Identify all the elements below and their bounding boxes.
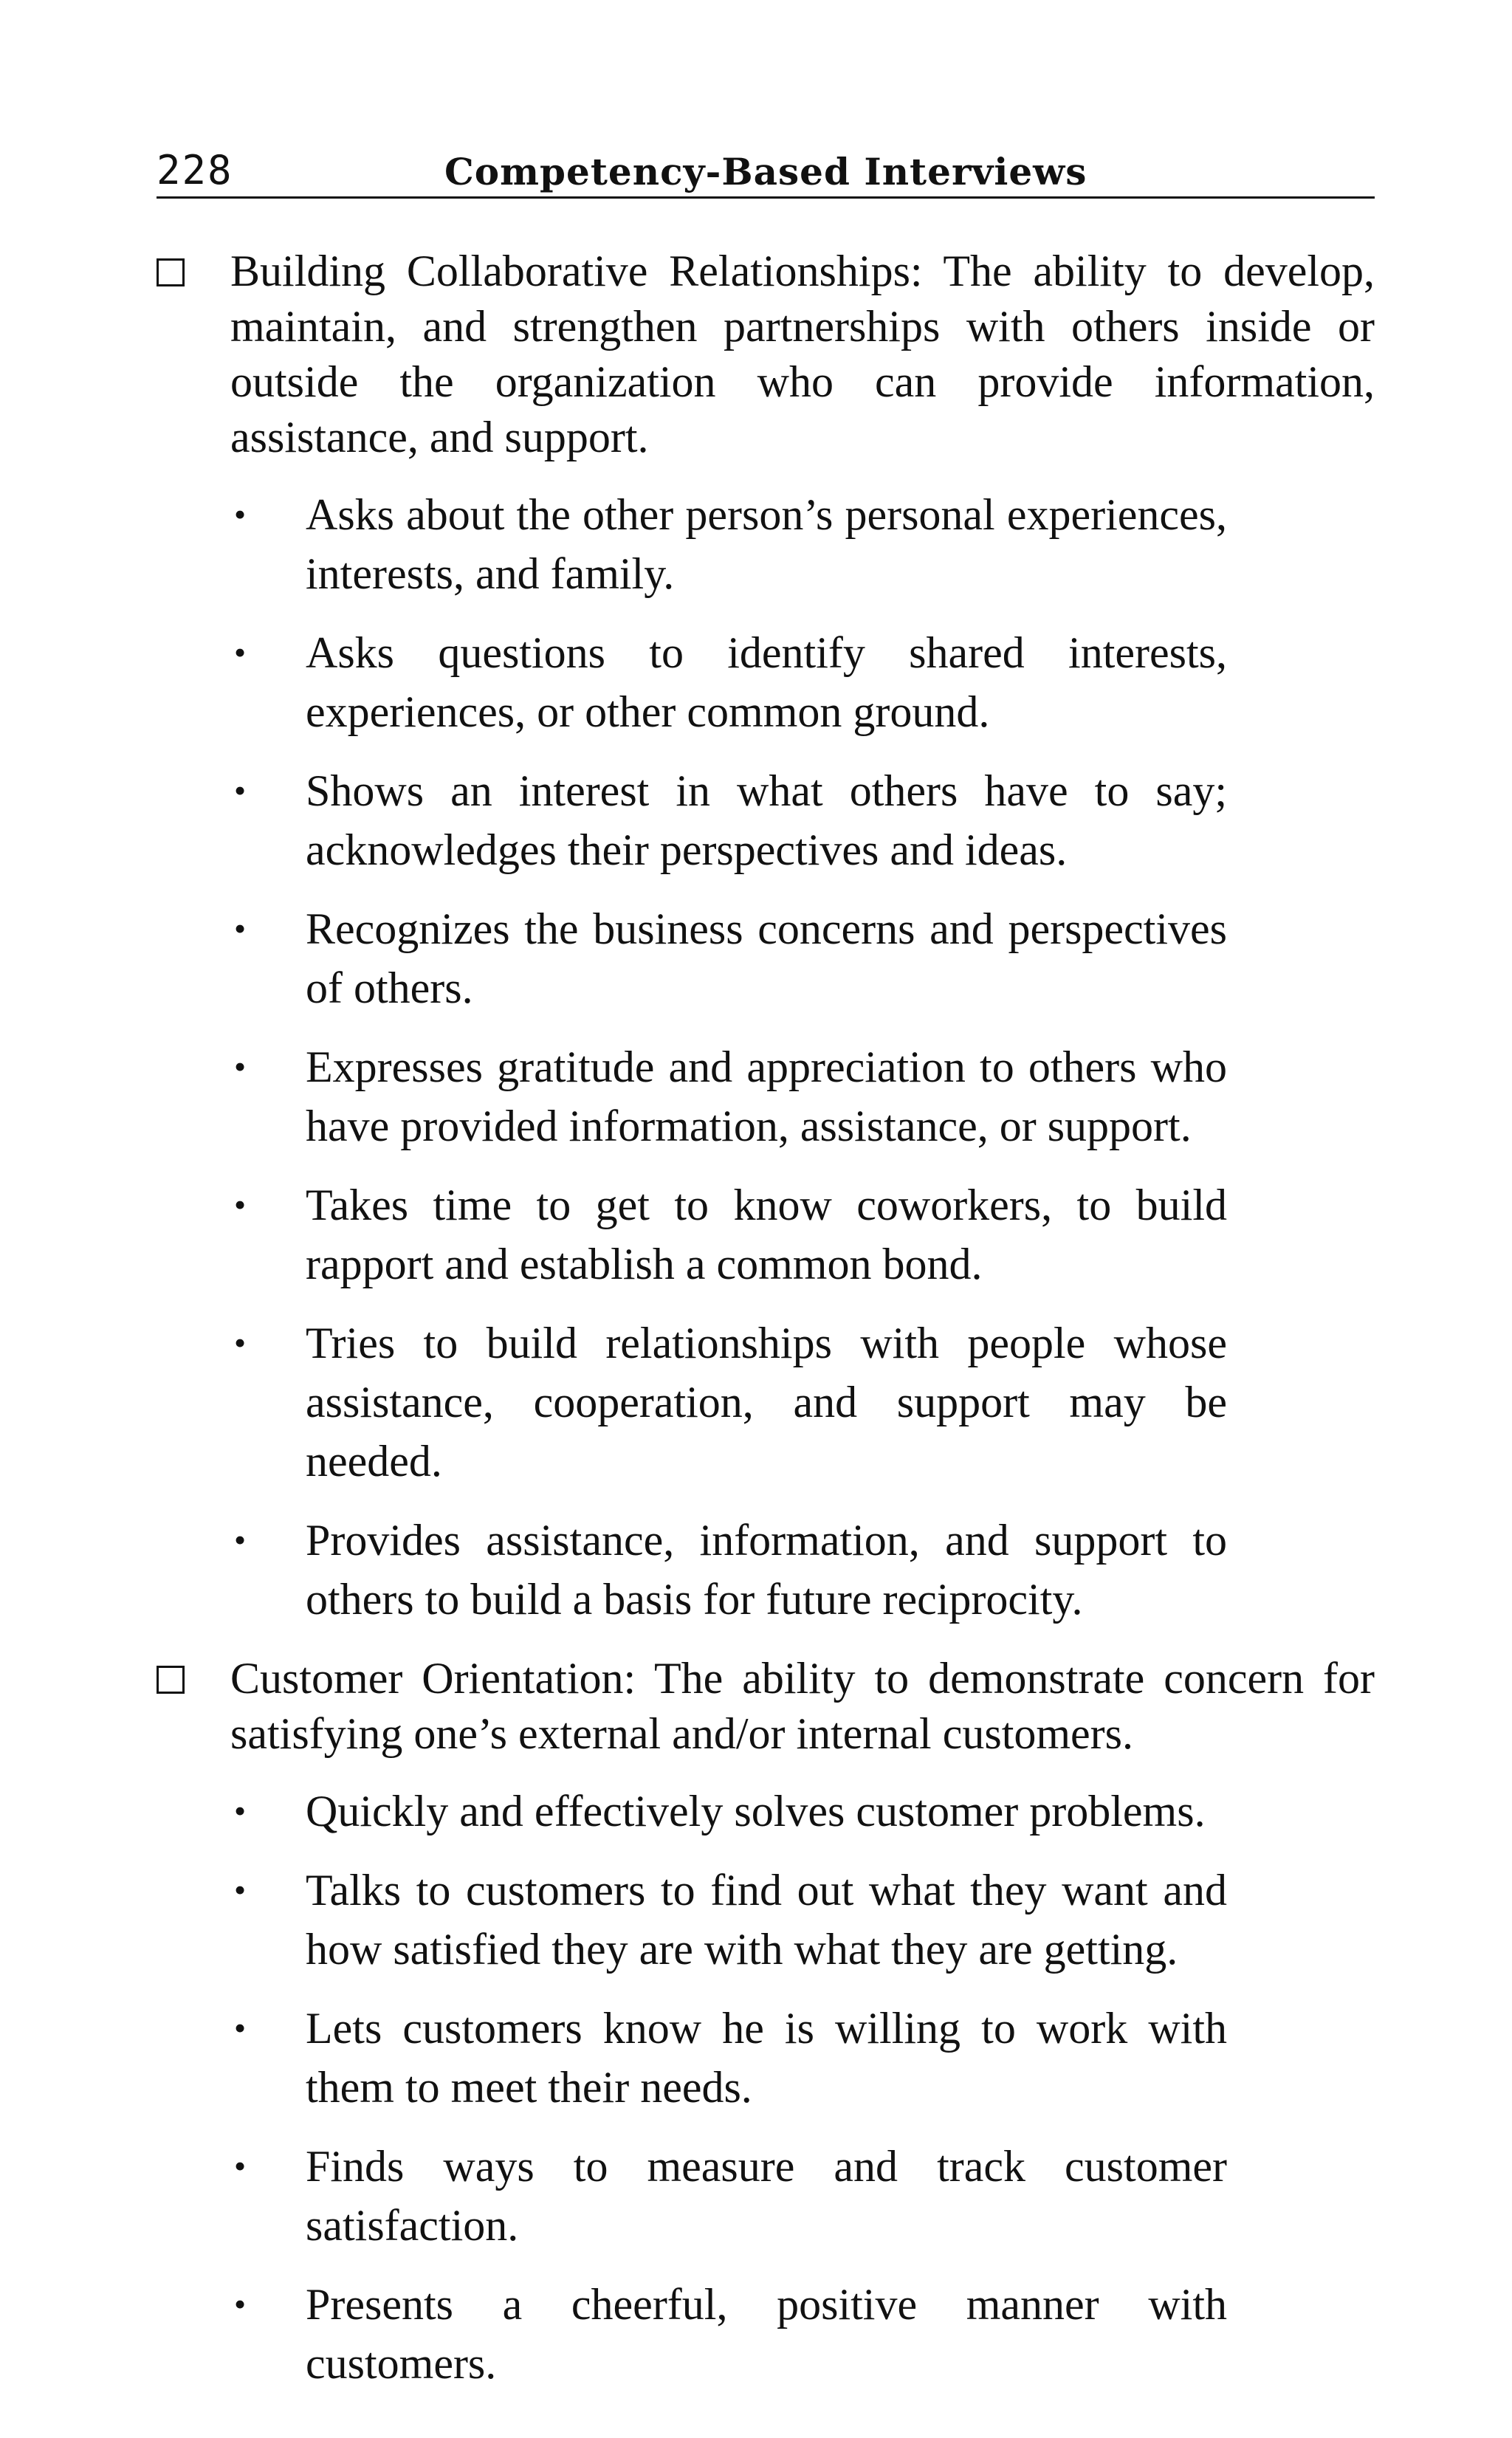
bullet-icon: • — [234, 1871, 247, 1909]
competency-customer-orientation — [157, 1651, 1375, 2393]
behavior-item — [230, 1782, 1227, 1841]
behavior-item — [230, 899, 1227, 1017]
bullet-icon: • — [234, 910, 247, 947]
page-body — [157, 244, 1375, 2393]
behavior-text: Asks about the other person’s personal experiences, interests, and family. — [306, 490, 1227, 598]
behavior-list — [230, 485, 1227, 1629]
behavior-text: Takes time to get to know coworkers, to build rapport and establish a common bond. — [306, 1181, 1227, 1288]
competency-definition: Building Collaborative Relationships: The ability to develop, maintain, and strengthen partnerships with others inside or outside the organization who can provide information, assistance, and support. — [230, 247, 1375, 461]
bullet-icon: • — [234, 2147, 247, 2185]
bullet-icon: • — [234, 2285, 247, 2323]
bullet-icon: • — [234, 1792, 247, 1830]
bullet-icon: • — [234, 1048, 247, 1085]
behavior-item — [230, 2137, 1227, 2255]
behavior-list — [230, 1782, 1227, 2393]
competency-definition: Customer Orientation: The ability to demonstrate concern for satisfying one’s external and/or internal customers. — [230, 1654, 1375, 1758]
behavior-item — [230, 1175, 1227, 1294]
bullet-icon: • — [234, 1324, 247, 1361]
behavior-text: Talks to customers to find out what they want and how satisfied they are with what they are getting. — [306, 1866, 1227, 1974]
behavior-text: Presents a cheerful, positive manner with customers. — [306, 2280, 1227, 2388]
bullet-icon: • — [234, 633, 247, 671]
bullet-icon: • — [234, 772, 247, 809]
competency-building-collaborative-relationships — [157, 244, 1375, 1629]
behavior-item — [230, 761, 1227, 879]
behavior-text: Recognizes the business concerns and perspectives of others. — [306, 904, 1227, 1012]
behavior-text: Asks questions to identify shared interests, experiences, or other common ground. — [306, 628, 1227, 736]
behavior-text: Expresses gratitude and appreciation to others who have provided information, assistance, or support. — [306, 1043, 1227, 1150]
page-number: 228 — [157, 147, 233, 193]
behavior-item — [230, 1999, 1227, 2117]
behavior-text: Finds ways to measure and track customer satisfaction. — [306, 2142, 1227, 2250]
behavior-item — [230, 1314, 1227, 1491]
running-title: Competency-Based Interviews — [444, 150, 1087, 193]
behavior-item — [230, 1037, 1227, 1156]
checkbox-icon — [157, 1666, 185, 1694]
behavior-item — [230, 485, 1227, 603]
bullet-icon: • — [234, 1521, 247, 1559]
behavior-text: Shows an interest in what others have to say; acknowledges their perspectives and ideas. — [306, 766, 1227, 874]
bullet-icon: • — [234, 2009, 247, 2047]
behavior-text: Quickly and effectively solves customer problems. — [306, 1787, 1206, 1836]
checkbox-icon — [157, 258, 185, 286]
behavior-text: Lets customers know he is willing to work with them to meet their needs. — [306, 2004, 1227, 2112]
behavior-text: Provides assistance, information, and support to others to build a basis for future reciprocity. — [306, 1516, 1227, 1624]
bullet-icon: • — [234, 1186, 247, 1223]
page-header — [157, 140, 1375, 199]
behavior-item — [230, 1511, 1227, 1629]
behavior-item — [230, 1861, 1227, 1979]
behavior-text: Tries to build relationships with people whose assistance, cooperation, and support may be needed. — [306, 1319, 1227, 1486]
behavior-item — [230, 2275, 1227, 2393]
behavior-item — [230, 623, 1227, 741]
bullet-icon: • — [234, 495, 247, 533]
